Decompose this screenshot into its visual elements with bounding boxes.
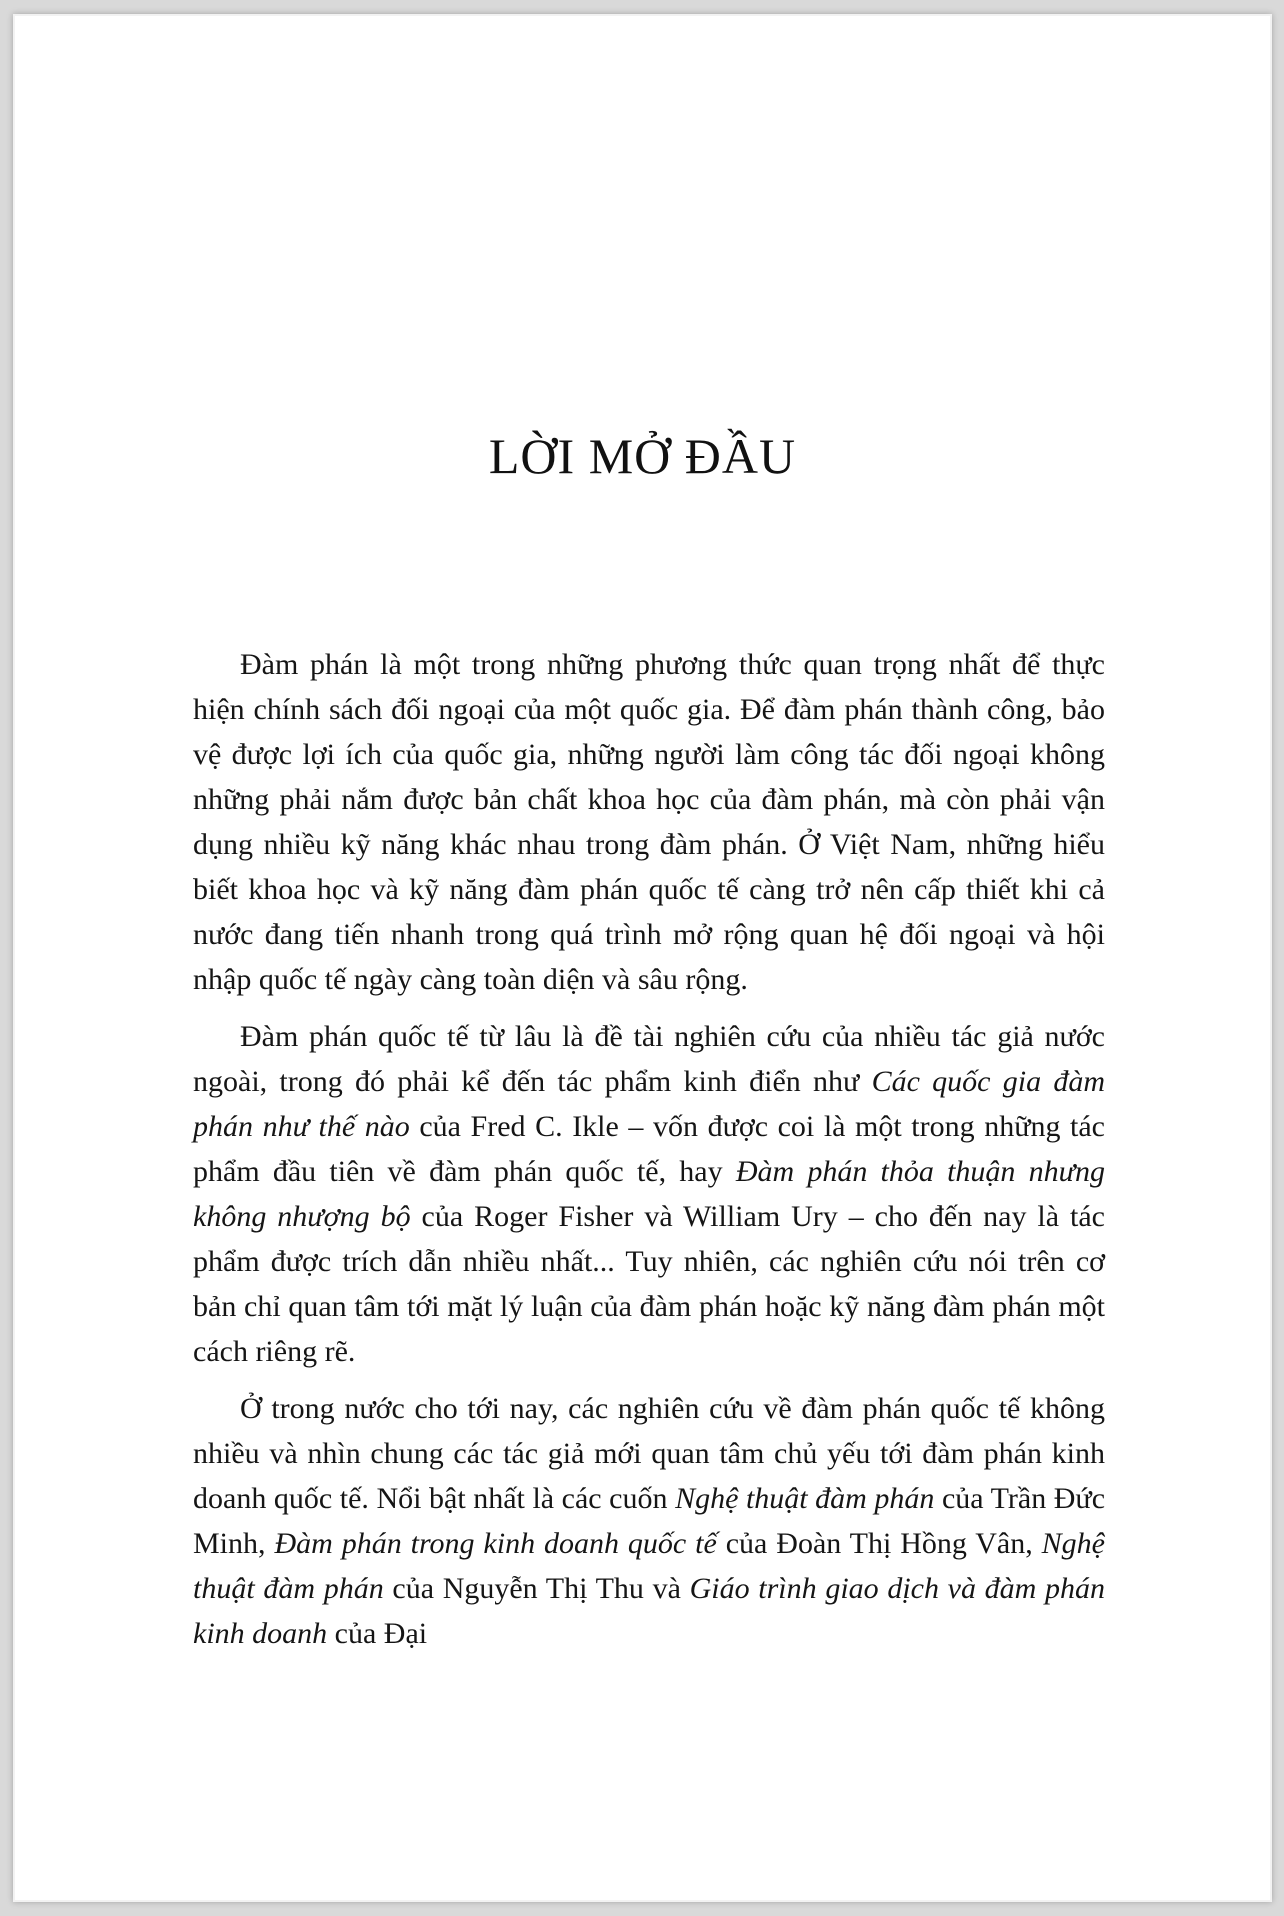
paragraph-text: của Roger Fisher và William Ury – cho đến nay là tác phẩm được trích dẫn nhiều nhất... Tuy nhiên, các nghiên cứu nói trên cơ bản chỉ quan tâm tới mặt lý luận của đàm phán hoặc kỹ năng đàm phán một cách riêng rẽ. [193,1200,1105,1368]
book-title-italic: Nghệ thuật đàm phán [675,1482,935,1515]
paragraph-3 [193,1386,1105,1656]
paragraph-text: của Trần Đức Minh, [193,1482,1106,1560]
book-title-italic: Nghệ thuật đàm phán [193,1527,1105,1605]
paragraph-2 [193,1014,1105,1374]
book-title-italic: Đàm phán thỏa thuận nhưng không nhượng bộ [193,1155,1105,1233]
paragraph-text: của Fred C. Ikle – vốn được coi là một trong những tác phẩm đầu tiên về đàm phán quốc tế, hay [193,1110,1105,1188]
paragraph-1 [193,642,1105,1002]
chapter-title: LỜI MỞ ĐẦU [488,428,797,484]
paragraph-text: của Đoàn Thị Hồng Vân, [716,1527,1042,1560]
paragraph-text: của Đại [327,1617,428,1650]
book-title-italic: Giáo trình giao dịch và đàm phán kinh doanh [193,1572,1105,1650]
paragraph-text: Đàm phán là một trong những phương thức quan trọng nhất để thực hiện chính sách đối ngoại của một quốc gia. Để đàm phán thành công, bảo vệ được lợi ích của quốc gia, những người làm công tác đối ngoại không những phải nắm được bản chất khoa học của đàm phán, mà còn phải vận dụng nhiều kỹ năng khác nhau trong đàm phán. Ở Việt Nam, những hiểu biết khoa học và kỹ năng đàm phán quốc tế càng trở nên cấp thiết khi cả nước đang tiến nhanh trong quá trình mở rộng quan hệ đối ngoại và hội nhập quốc tế ngày càng toàn diện và sâu rộng. [193,648,1105,996]
book-title-italic: Đàm phán trong kinh doanh quốc tế [274,1527,717,1560]
paragraph-text: của Nguyễn Thị Thu và [383,1572,690,1605]
paragraph-text: Ở trong nước cho tới nay, các nghiên cứu về đàm phán quốc tế không nhiều và nhìn chung các tác giả mới quan tâm chủ yếu tới đàm phán kinh doanh quốc tế. Nổi bật nhất là các cuốn [193,1392,1105,1515]
paragraph-text: Đàm phán quốc tế từ lâu là đề tài nghiên cứu của nhiều tác giả nước ngoài, trong đó phải kể đến tác phẩm kinh điển như [193,1020,1105,1098]
book-page [13,14,1272,1902]
body-text [193,642,1105,1668]
book-title-italic: Các quốc gia đàm phán như thế nào [193,1065,1106,1143]
